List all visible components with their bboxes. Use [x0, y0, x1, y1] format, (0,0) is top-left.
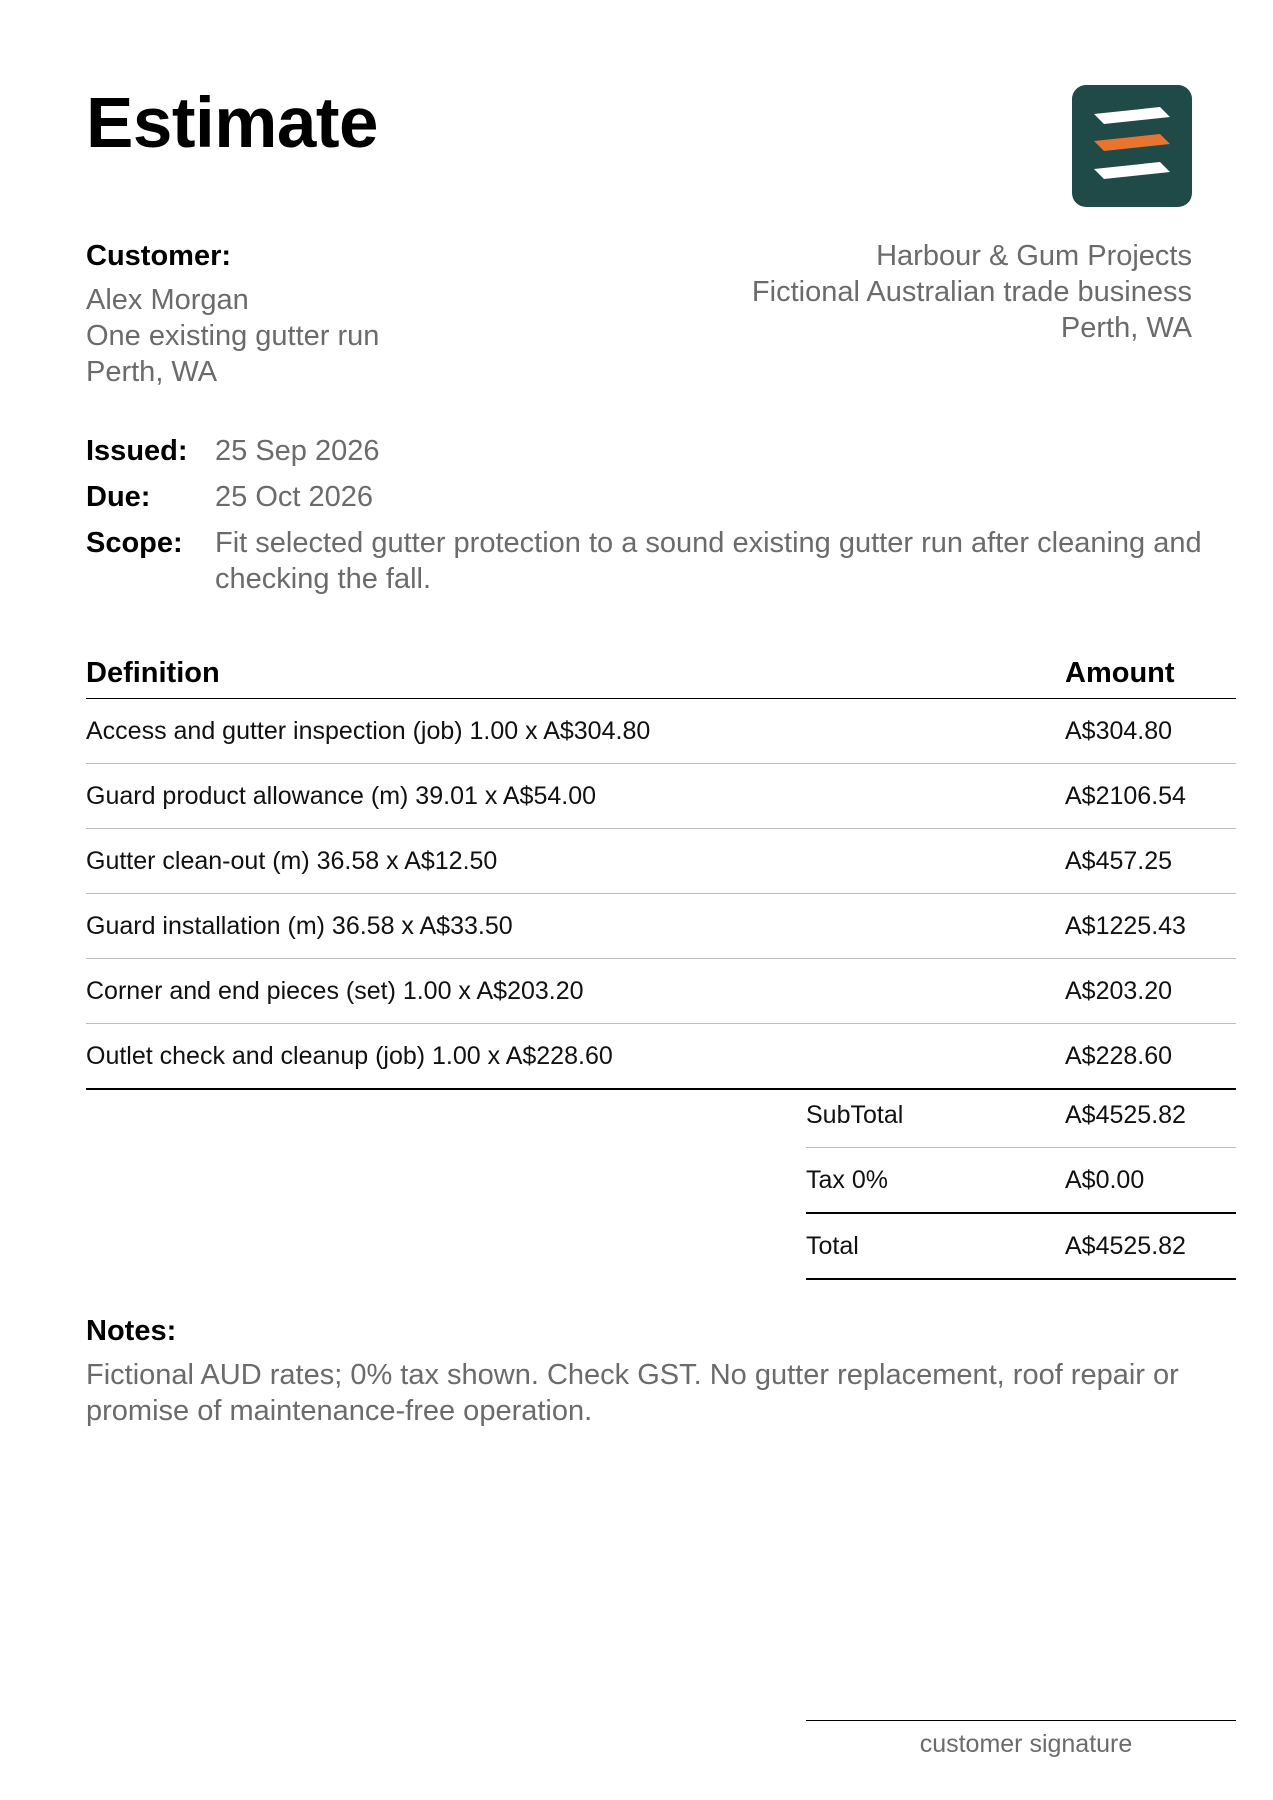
scope-text: Fit selected gutter protection to a sound existing gutter run after cleaning and checking the fall. [215, 527, 1202, 595]
layers-logo-icon [1072, 85, 1192, 207]
table-row [86, 894, 1236, 959]
due-date: 25 Oct 2026 [215, 481, 373, 513]
tax-value: A$0.00 [1065, 1165, 1145, 1194]
issued-row [86, 433, 1236, 469]
notes-block [86, 1313, 1236, 1429]
notes-text: Fictional AUD rates; 0% tax shown. Check GST. No gutter replacement, roof repair or promise of maintenance-free operation. [86, 1359, 1179, 1427]
row-description: Corner and end pieces (set) 1.00 x A$203.20 [86, 976, 584, 1005]
table-row [86, 764, 1236, 829]
issued-label: Issued: [86, 435, 188, 467]
tax-row [806, 1148, 1236, 1214]
row-description: Access and gutter inspection (job) 1.00 x A$304.80 [86, 716, 651, 745]
table-row [86, 1024, 1236, 1090]
document-title: Estimate [86, 84, 378, 163]
row-description: Guard product allowance (m) 39.01 x A$54.00 [86, 781, 597, 810]
subtotal-value: A$4525.82 [1065, 1100, 1186, 1129]
scope-row [86, 525, 1236, 597]
signature-line [806, 1720, 1236, 1759]
total-value: A$4525.82 [1065, 1231, 1186, 1260]
estimate-meta [86, 433, 1236, 607]
customer-line2: One existing gutter run [86, 320, 380, 352]
issued-date: 25 Sep 2026 [215, 435, 380, 467]
line-items-table [86, 648, 1236, 1090]
totals-block [806, 1083, 1236, 1280]
table-row [86, 959, 1236, 1024]
row-description: Guard installation (m) 36.58 x A$33.50 [86, 911, 513, 940]
customer-block [86, 238, 379, 390]
customer-label: Customer: [86, 240, 232, 272]
company-name: Harbour & Gum Projects [876, 240, 1192, 272]
table-row [86, 699, 1236, 764]
row-amount: A$228.60 [1065, 1041, 1173, 1070]
company-logo [1072, 85, 1192, 207]
customer-location: Perth, WA [86, 356, 218, 388]
row-amount: A$203.20 [1065, 976, 1173, 1005]
notes-label: Notes: [86, 1315, 177, 1347]
total-label: Total [806, 1231, 859, 1260]
row-amount: A$304.80 [1065, 716, 1173, 745]
company-block [752, 238, 1192, 346]
row-description: Gutter clean-out (m) 36.58 x A$12.50 [86, 846, 498, 875]
company-description: Fictional Australian trade business [751, 276, 1192, 308]
row-amount: A$457.25 [1065, 846, 1173, 875]
subtotal-row [806, 1083, 1236, 1148]
scope-label: Scope: [86, 527, 183, 559]
table-row [86, 829, 1236, 894]
table-header [86, 648, 1236, 699]
total-row [806, 1214, 1236, 1280]
definition-header: Definition [86, 657, 220, 689]
due-label: Due: [86, 481, 151, 513]
row-amount: A$1225.43 [1065, 911, 1186, 940]
signature-label: customer signature [919, 1730, 1133, 1758]
company-location: Perth, WA [1060, 312, 1192, 344]
amount-header: Amount [1065, 657, 1175, 689]
subtotal-label: SubTotal [806, 1100, 904, 1129]
row-amount: A$2106.54 [1065, 781, 1186, 810]
due-row [86, 479, 1236, 515]
customer-name: Alex Morgan [86, 284, 249, 316]
row-description: Outlet check and cleanup (job) 1.00 x A$228.60 [86, 1041, 613, 1070]
tax-label: Tax 0% [806, 1165, 888, 1194]
